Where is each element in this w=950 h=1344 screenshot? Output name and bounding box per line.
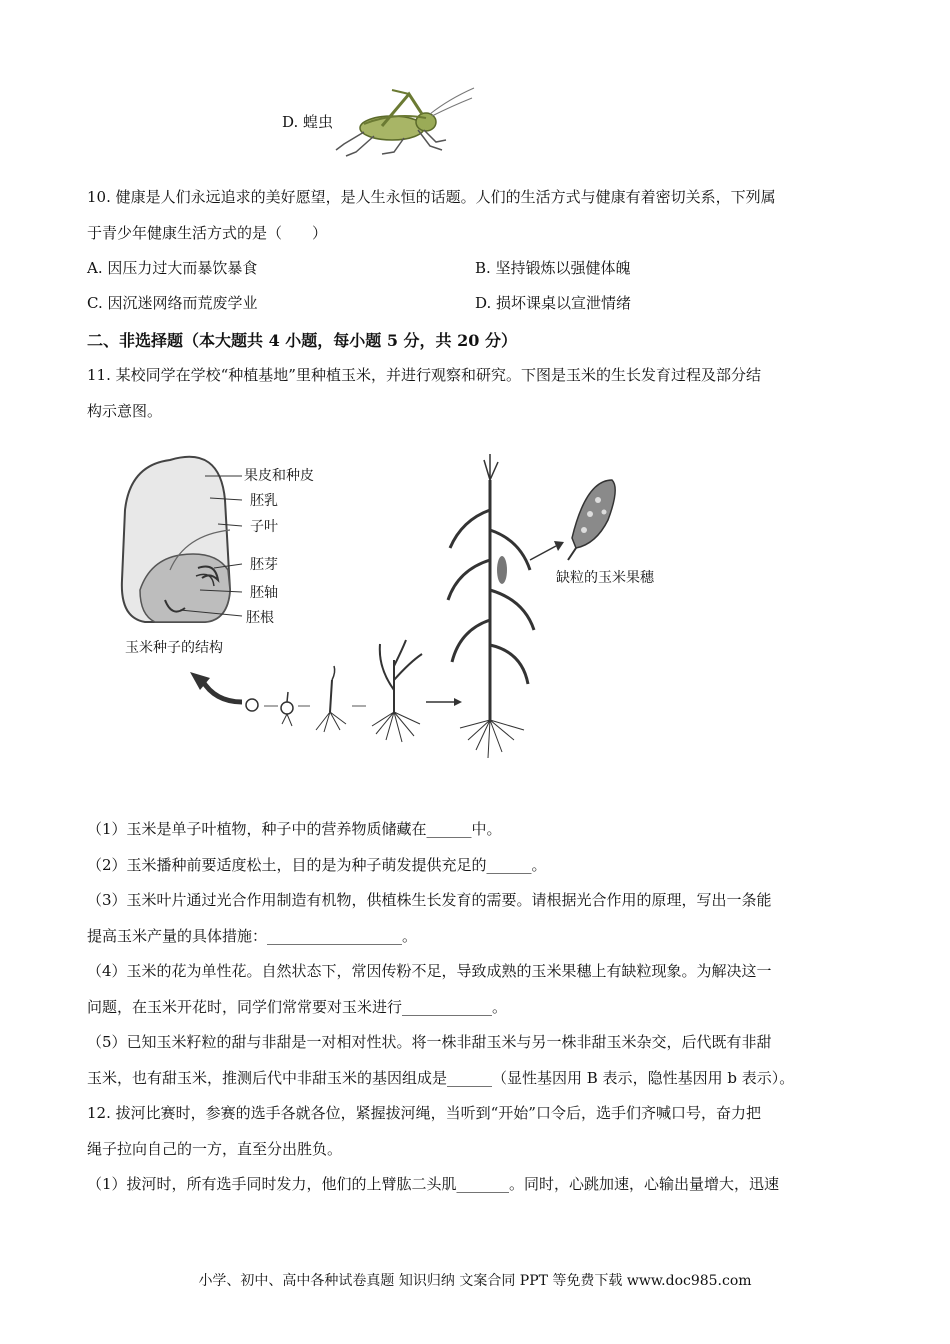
ear-caption: 缺粒的玉米果穗	[556, 570, 654, 586]
ear-arrow	[530, 546, 556, 560]
q10-option-b: B. 坚持锻炼以强健体魄	[475, 259, 631, 277]
q11-sub1: （1）玉米是单子叶植物，种子中的营养物质储藏在______中。	[87, 820, 502, 838]
corn-ear-missing-kernels	[568, 480, 615, 560]
q11-sub3-line1: （3）玉米叶片通过光合作用制造有机物，供植株生长发育的需要。请根据光合作用的原理，写出一条能	[87, 891, 772, 909]
q11-sub3-line2: 提高玉米产量的具体措施：__________________。	[87, 927, 418, 945]
q10-option-d: D. 损坏课桌以宣泄情绪	[475, 294, 632, 312]
label-cotyledon: 子叶	[250, 519, 278, 535]
label-radicle: 胚根	[246, 610, 274, 626]
page-footer: 小学、初中、高中各种试卷真题 知识归纳 文案合同 PPT 等免费下载 www.doc985.com	[198, 1273, 752, 1289]
q12-stem-line1: 12. 拔河比赛时，参赛的选手各就各位，紧握拔河绳，当听到“开始”口令后，选手们齐喊口号，奋力把	[87, 1104, 761, 1122]
stage-germinating	[281, 692, 293, 726]
q10-stem-line2: 于青少年健康生活方式的是（ ）	[87, 224, 328, 242]
q11-stem-line2: 构示意图。	[87, 402, 163, 420]
q11-sub5-line2: 玉米，也有甜玉米，推测后代中非甜玉米的基因组成是______（显性基因用 B 表示，隐性基因用 b 表示）。	[87, 1069, 795, 1087]
q11-stem-line1: 11. 某校同学在学校“种植基地”里种植玉米，并进行观察和研究。下图是玉米的生长发育过程及部分结	[87, 366, 761, 384]
q10-stem-line1: 10. 健康是人们永远追求的美好愿望，是人生永恒的话题。人们的生活方式与健康有着密切关系，下列属	[87, 188, 776, 206]
q11-sub4-line2: 问题，在玉米开花时，同学们常常要对玉米进行____________。	[87, 998, 508, 1016]
q12-sub1-line1: （1）拔河时，所有选手同时发力，他们的上臂肱二头肌_______。同时，心跳加速，心输出量增大，迅速	[87, 1175, 780, 1193]
stage-seed	[246, 699, 258, 711]
corn-figure	[110, 440, 710, 785]
stage-sprout	[316, 666, 346, 732]
q10-option-a: A. 因压力过大而暴饮暴食	[87, 259, 258, 277]
stage-seedling	[372, 640, 422, 742]
q10-option-c: C. 因沉迷网络而荒废学业	[87, 294, 258, 312]
label-endosperm: 胚乳	[250, 493, 278, 509]
q11-sub5-line1: （5）已知玉米籽粒的甜与非甜是一对相对性状。将一株非甜玉米与另一株非甜玉米杂交，后代既有非甜	[87, 1033, 772, 1051]
section-heading: 二、非选择题（本大题共 4 小题，每小题 5 分，共 20 分）	[87, 331, 517, 350]
label-hypocotyl: 胚轴	[250, 585, 278, 601]
label-pericarp: 果皮和种皮	[244, 468, 314, 484]
q11-sub4-line1: （4）玉米的花为单性花。自然状态下，常因传粉不足，导致成熟的玉米果穗上有缺粒现象。为解决这一	[87, 962, 772, 980]
mature-corn-plant	[448, 454, 534, 758]
return-arrow	[202, 680, 242, 702]
grasshopper-illustration	[334, 84, 476, 160]
q11-sub2: （2）玉米播种前要适度松土，目的是为种子萌发提供充足的______。	[87, 856, 547, 874]
q9-option-d: D. 蝗虫	[282, 113, 334, 131]
seed-caption: 玉米种子的结构	[125, 640, 223, 656]
q12-stem-line2: 绳子拉向自己的一方，直至分出胜负。	[87, 1140, 343, 1158]
label-plumule: 胚芽	[250, 557, 278, 573]
